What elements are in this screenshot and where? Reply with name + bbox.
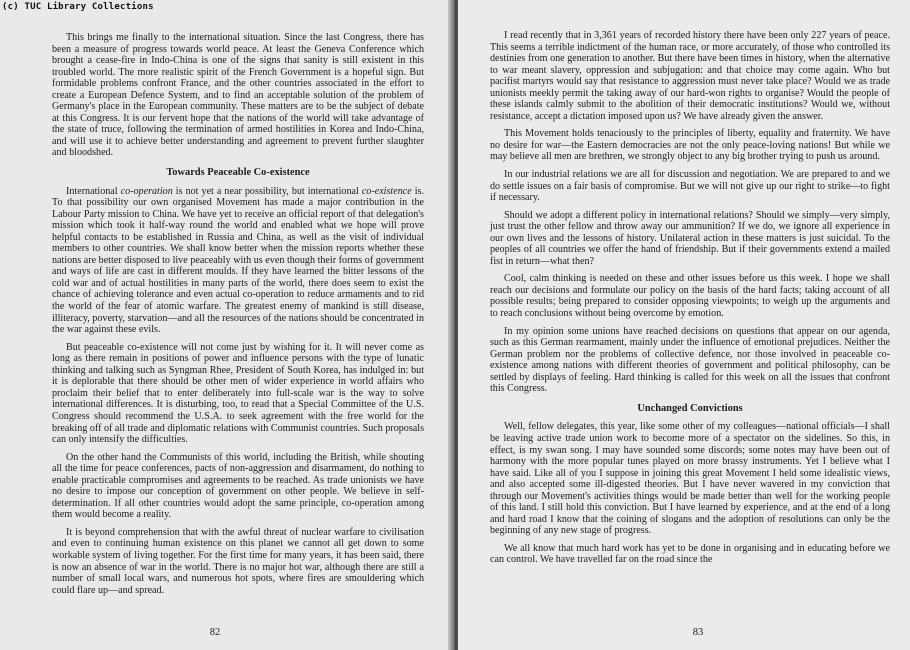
paragraph-cool-thinking: Cool, calm thinking is needed on these and other issues before us this week. I hope we shall reach our decisions and formulate our policy on the basis of the hard facts; taking account of all possible results; being prepared to consider opposing viewpoints; to weigh up the arguments and to reach conclusions without being overcome by emotion. <box>490 273 890 320</box>
left-page-text <box>52 32 424 596</box>
right-page <box>458 0 910 650</box>
p1-start: International <box>66 185 121 197</box>
paragraph-different-policy: Should we adopt a different policy in international relations? Should we simply—very simply, just trust the other fellow and throw away our ammunition? If we do, we ignore all experience in our own lives and the lessons of history. Unilateral action in these matters is just suicidal. To the peoples of all countries we offer the hand of friendship. But if their governments extend a mailed fist in return—what then? <box>490 209 890 267</box>
paragraph-communists: On the other hand the Communists of this world, including the British, while shouting all the time for peace conferences, pacts of non-aggression and disarmament, do nothing to enable practicable compromises and agreements to be reached. As trade unionists we have no desire to impose our conception of government on other people. We believe in self-determination. If all other countries would adopt the same principle, co-operation among them would become a reality. <box>52 451 424 521</box>
paragraph-hard-work: We all know that much hard work has yet to be done in organising and in educating before we can control. We have travelled far on the road since the <box>490 542 890 566</box>
left-page <box>0 0 452 650</box>
paragraph-co-existence <box>52 186 424 336</box>
p1-rest: is. To that possibility our own organised Movement has made a major contribution in the Labour Party mission to China. We have yet to receive an official report of that delegation's mission which took it half-way round the world and enabled what we hope will prove helpful contacts to be established in Russia and China, as well as the visit of individual members to other countries. We shall know better when the mission reports whether these nations are better disposed to live peaceably with us even though their forms of government and ways of life are cast in different moulds. If they have learned the bitter lessons of the cold war and of actual hostilities in many parts of the world, there does seem to exist the chance of achieving tolerance and even actual co-operation to reduce armaments and to rid the world of the fear of atomic warfare. The greatest enemy of mankind is still disease, illiteracy, poverty, starvation—and all the resources of the nations should be concentrated in the war against these evils. <box>52 185 425 336</box>
heading-peaceable-coexistence: Towards Peaceable Co-existence <box>166 167 310 179</box>
p1-em-cooperation: co-operation <box>120 185 173 197</box>
paragraph-liberty: This Movement holds tenaciously to the principles of liberty, equality and fraternity. We have no desire for war—the Eastern democracies are not the only peace-loving nations! But while we may believe all men are brethren, we strongly object to any big brother trying to push us around. <box>490 128 890 163</box>
paragraph-my-opinion: In my opinion some unions have reached decisions on questions that appear on our agenda, such as this German rearmament, mainly under the influence of emotional prejudices. Neither the German problem nor the problems of collective defence, nor those involved in peaceable co-existence among nations with different theories of government and political philosophy, can be settled by displays of feeling. Hard thinking is called for this week on all the issues that confront this Congress. <box>490 325 890 395</box>
watermark: (c) TUC Library Collections <box>2 2 154 12</box>
heading-unchanged-convictions: Unchanged Convictions <box>637 402 743 414</box>
right-page-text <box>490 30 890 566</box>
page-number-right: 83 <box>692 627 704 638</box>
paragraph-industrial-relations: In our industrial relations we are all for discussion and negotiation. We are prepared to and we do settle issues on a fair basis of compromise. But we will not give up our right to strike—to fight if necessary. <box>490 169 890 204</box>
page-number-left: 82 <box>209 627 221 638</box>
p1-mid: is not yet a near possibility, but international <box>172 185 362 197</box>
paragraph-nuclear-warfare: It is beyond comprehension that with the awful threat of nuclear warfare to civilisation and even to continuing human existence on this planet we cannot all get down to some workable system of living together. For the first time for many years, it has been said, there is now an absence of war in the world. There is no major hot war, although there are still a number of small local wars, and numerous hot spots, where fires are smouldering which could flare up—and spread. <box>52 526 424 596</box>
paragraph-not-by-wishing: But peaceable co-existence will not come just by wishing for it. It will never come as long as there remain in positions of power and influence persons with the type of lunatic thinking and talking such as Syngman Rhee, President of South Korea, has indulged in: but it is deplorable that there should be other men of wider experience in world affairs who proclaim their belief that to enter deliberately into full-scale war is the way to solve international differences. It is disturbing, too, to read that a Special Committee of the U.S. Congress should recommend the U.S.A. to seek agreement with the free world for the breaking off of all trade and diplomatic relations with Communist countries. Such proposals can only intensify the difficulties. <box>52 341 424 446</box>
paragraph-years-of-peace: I read recently that in 3,361 years of recorded history there have been only 227 years of peace. This seems a terrible indictment of the human race, or more accurately, of those who controlled its destinies from one generation to another. But there have been times in history, when the alternative to war meant slavery, oppression and subjugation: and that choice may come again. Who but pacifist martyrs would say that resistance to aggression must never take place? Would we as trade unionists meekly permit the taking away of our hard-won rights to organise? Would the people of these islands calmly submit to the abolition of their democratic institutions? Would we, without resistance, accept a dictation imposed upon us? We have already given the answer. <box>490 30 890 122</box>
paragraph-swan-song: Well, fellow delegates, this year, like some other of my colleagues—national officials—I shall be leaving active trade union work to become more of a spectator on the sidelines. So this, in effect, is my swan song. I may have sounded some discords; some notes may have been out of harmony with the more popular tunes played on more brassy instruments. Yet I believe what I have said. Like all of you I suppose in joining this great Movement I held some idealistic views, and also accepted some ill-digested theories. But I have never wavered in my conviction that through our Movement's activities things would be made better than well for the working people of this land. I still hold this conviction. But I have learned by experience, and at the end of a long and hard road I know that the coining of slogans and the adoption of resolutions can only be the beginning of any new stage of progress. <box>490 421 890 537</box>
paragraph-international-situation: This brings me finally to the international situation. Since the last Congress, there has been a measure of progress towards world peace. At least the Geneva Conference which brought a cease-fire in Indo-China is one of the signs that sanity is still existent in this troubled world. The more realistic spirit of the French Government is a hopeful sign. But formidable problems confront France, and the other countries associated in the effort to create a European Defence System, and to find an acceptable solution of the problem of Germany's place in the European community. These matters are to be the subject of debate at this Congress. It is our fervent hope that the nations of the world will take advantage of the state of truce, following the termination of armed hostilities in Korea and Indo-China, and will use it to achieve better understanding and agreement to prevent further slaughter and bloodshed. <box>52 32 424 159</box>
p1-em-coexistence: co-existence <box>361 185 412 197</box>
